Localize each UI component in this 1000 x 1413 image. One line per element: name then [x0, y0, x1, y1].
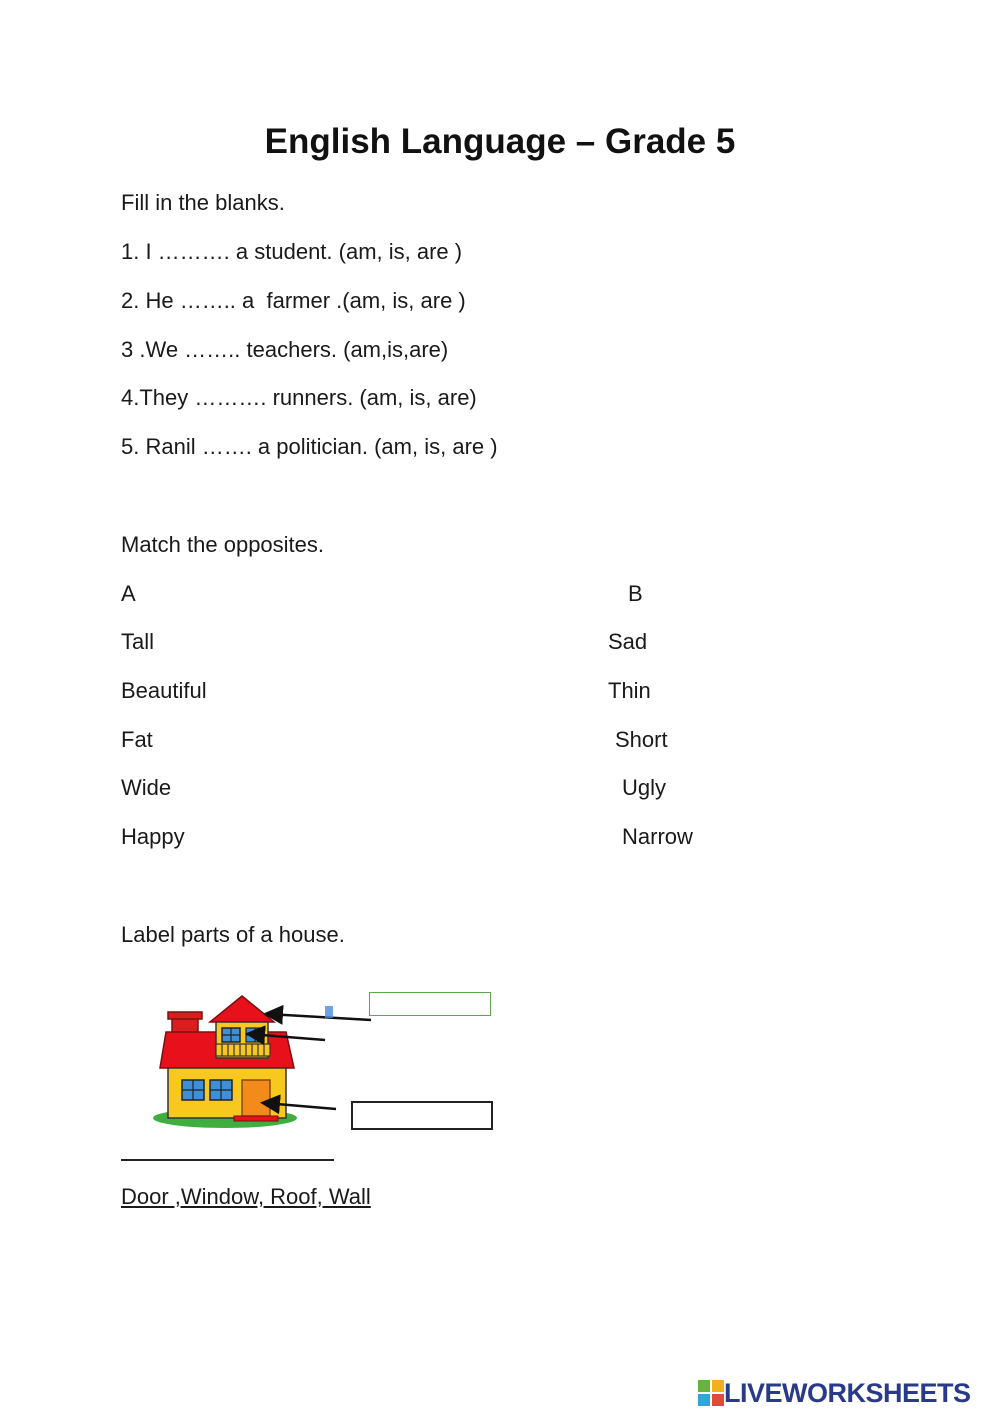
- fill-blanks-instruction: Fill in the blanks.: [121, 190, 285, 215]
- question-2: 2. He …….. a farmer .(am, is, are ): [121, 288, 466, 313]
- page-title: English Language – Grade 5: [264, 122, 736, 161]
- column-a-header: A: [121, 581, 136, 606]
- match-a-item: Fat: [121, 727, 153, 752]
- match-b-item: Short: [615, 727, 668, 752]
- question-3: 3 .We …….. teachers. (am,is,are): [121, 337, 449, 362]
- match-b-item: Narrow: [622, 824, 693, 849]
- house-illustration: [150, 980, 330, 1130]
- match-a-item: Tall: [121, 629, 155, 654]
- question-1: 1. I ………. a student. (am, is, are ): [121, 239, 463, 264]
- column-b-header: B: [628, 581, 643, 606]
- question-4: 4.They ………. runners. (am, is, are): [121, 385, 477, 410]
- answer-line: [121, 1159, 334, 1161]
- match-a-item: Wide: [121, 775, 172, 800]
- match-b-item: Ugly: [622, 775, 667, 800]
- match-b-item: Thin: [608, 678, 651, 703]
- label-input-box[interactable]: [351, 1101, 493, 1130]
- brand-name: LIVEWORKSHEETS: [724, 1377, 971, 1408]
- question-5: 5. Ranil ……. a politician. (am, is, are ): [121, 434, 498, 459]
- brand-logo: [698, 1378, 971, 1408]
- match-a-item: Beautiful: [121, 678, 207, 703]
- label-house-instruction: Label parts of a house.: [121, 922, 345, 947]
- brand-icon: [698, 1380, 724, 1406]
- label-input-box[interactable]: [369, 992, 491, 1016]
- match-a-item: Happy: [121, 824, 185, 849]
- match-b-item: Sad: [608, 629, 648, 654]
- match-instruction: Match the opposites.: [121, 532, 325, 557]
- door-shape: [242, 1080, 270, 1116]
- word-bank: Door ,Window, Roof, Wall: [121, 1184, 371, 1209]
